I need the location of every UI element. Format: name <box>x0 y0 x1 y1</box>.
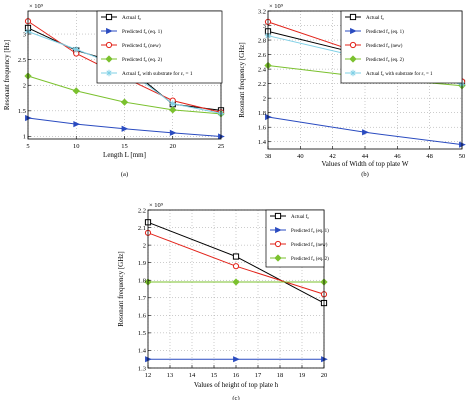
y-axis-label: Resonant frequency [GHz] <box>117 251 125 327</box>
x-tick-label: 42 <box>329 153 336 160</box>
y-tick-label: 1.8 <box>257 109 266 117</box>
data-point <box>73 46 79 52</box>
x-tick-label: 12 <box>144 372 152 379</box>
x-axis-label: Values of height of top plate h <box>193 381 279 389</box>
panel-caption: (a) <box>120 171 129 178</box>
x-axis-label: Length L [mm] <box>103 151 146 159</box>
legend-marker <box>350 14 355 19</box>
legend <box>341 11 462 83</box>
x-tick-label: 46 <box>394 153 401 160</box>
x-tick-label: 15 <box>210 372 218 379</box>
y-tick-label: 2.2 <box>257 80 266 88</box>
legend-entry-5: Actual f₀ with substrate for εᵣ = 1 <box>122 71 193 77</box>
legend <box>266 210 329 267</box>
chart-panel-1 <box>3 3 224 178</box>
legend-entry-1: Actual f₀ <box>291 215 309 220</box>
y-tick-label: 1.6 <box>137 312 146 320</box>
legend-marker <box>350 42 355 47</box>
x-tick-label: 38 <box>264 153 272 160</box>
legend-marker <box>275 241 280 246</box>
x-tick-label: 13 <box>166 372 174 379</box>
data-point <box>233 264 238 269</box>
y-tick-label: 1.8 <box>137 277 146 285</box>
legend-entry-4: Predicted f₀ (eq. 2) <box>366 58 404 63</box>
legend-marker <box>106 70 112 76</box>
legend-entry-2: Predicted f₀ (eq. 1) <box>291 229 329 234</box>
y-tick-label: 2.8 <box>257 37 266 45</box>
y-axis-label: Resonant frequency [GHz] <box>238 42 246 118</box>
legend-entry-2: Predicted f₀ (eq. 1) <box>122 29 163 35</box>
legend-entry-4: Predicted f₀ (eq. 2) <box>291 257 329 262</box>
y-tick-label: 2.1 <box>137 224 146 232</box>
chart-panel-2 <box>238 3 465 178</box>
y-tick-label: 1.7 <box>137 295 146 303</box>
legend <box>97 11 222 83</box>
x-tick-label: 44 <box>361 153 369 160</box>
y-tick-label: 2.4 <box>257 66 266 74</box>
chart-panel-3 <box>117 202 329 400</box>
x-tick-label: 18 <box>276 372 284 379</box>
x-tick-label: 16 <box>232 372 240 379</box>
y-axis-label: Resonant frequency [Hz] <box>3 39 11 111</box>
y-tick-label: 1.5 <box>17 108 26 116</box>
legend-marker <box>275 213 280 218</box>
axis-exponent-label: × 10⁹ <box>149 202 164 209</box>
y-tick-label: 1.3 <box>137 365 146 373</box>
x-tick-label: 19 <box>298 372 306 379</box>
legend-entry-5: Actual f₀ with substrate for εᵣ = 1 <box>366 72 433 77</box>
x-tick-label: 17 <box>254 372 262 379</box>
y-tick-label: 1 <box>22 133 26 141</box>
x-tick-label: 20 <box>320 372 328 379</box>
legend-entry-3: Predicted f₀ (new) <box>291 243 328 248</box>
panel-caption: (c) <box>232 395 240 400</box>
legend-entry-1: Actual f₀ <box>122 15 142 21</box>
legend-entry-1: Actual f₀ <box>366 16 384 21</box>
y-tick-label: 2.6 <box>257 51 266 59</box>
x-tick-label: 10 <box>73 143 80 150</box>
legend-entry-3: Predicted f₀ (new) <box>366 44 403 49</box>
data-point <box>233 254 238 259</box>
y-tick-label: 3 <box>22 31 26 39</box>
axis-exponent-label: × 10⁹ <box>29 3 44 10</box>
x-tick-label: 14 <box>188 372 196 379</box>
data-point <box>170 100 176 106</box>
y-tick-label: 2.5 <box>17 56 26 64</box>
y-tick-label: 1.9 <box>137 259 146 267</box>
legend-entry-4: Predicted f₀ (eq. 2) <box>122 57 163 63</box>
y-tick-label: 1.6 <box>257 124 266 132</box>
x-tick-label: 50 <box>458 153 466 160</box>
y-tick-label: 3.2 <box>257 8 266 16</box>
legend-entry-3: Predicted f₀ (new) <box>122 43 161 49</box>
legend-marker <box>106 14 111 19</box>
y-tick-label: 2 <box>262 95 266 103</box>
y-tick-label: 1.4 <box>257 139 266 147</box>
y-tick-label: 3 <box>262 22 266 30</box>
x-tick-label: 48 <box>426 153 433 160</box>
axis-exponent-label: × 10⁹ <box>269 3 284 10</box>
y-tick-label: 1.5 <box>137 330 146 338</box>
x-tick-label: 15 <box>121 143 128 150</box>
legend-entry-2: Predicted f₀ (eq. 1) <box>366 30 404 35</box>
x-tick-label: 20 <box>169 143 176 150</box>
x-tick-label: 40 <box>297 153 304 160</box>
x-axis-label: Values of Width of top plate W <box>321 160 409 168</box>
y-tick-label: 2.2 <box>137 207 146 215</box>
panel-caption: (b) <box>361 171 369 178</box>
x-tick-label: 25 <box>217 143 225 150</box>
y-tick-label: 2 <box>142 242 146 250</box>
y-tick-label: 1.4 <box>137 347 146 355</box>
y-tick-label: 2 <box>22 82 26 90</box>
x-tick-label: 5 <box>26 143 30 150</box>
legend-marker <box>106 42 111 47</box>
